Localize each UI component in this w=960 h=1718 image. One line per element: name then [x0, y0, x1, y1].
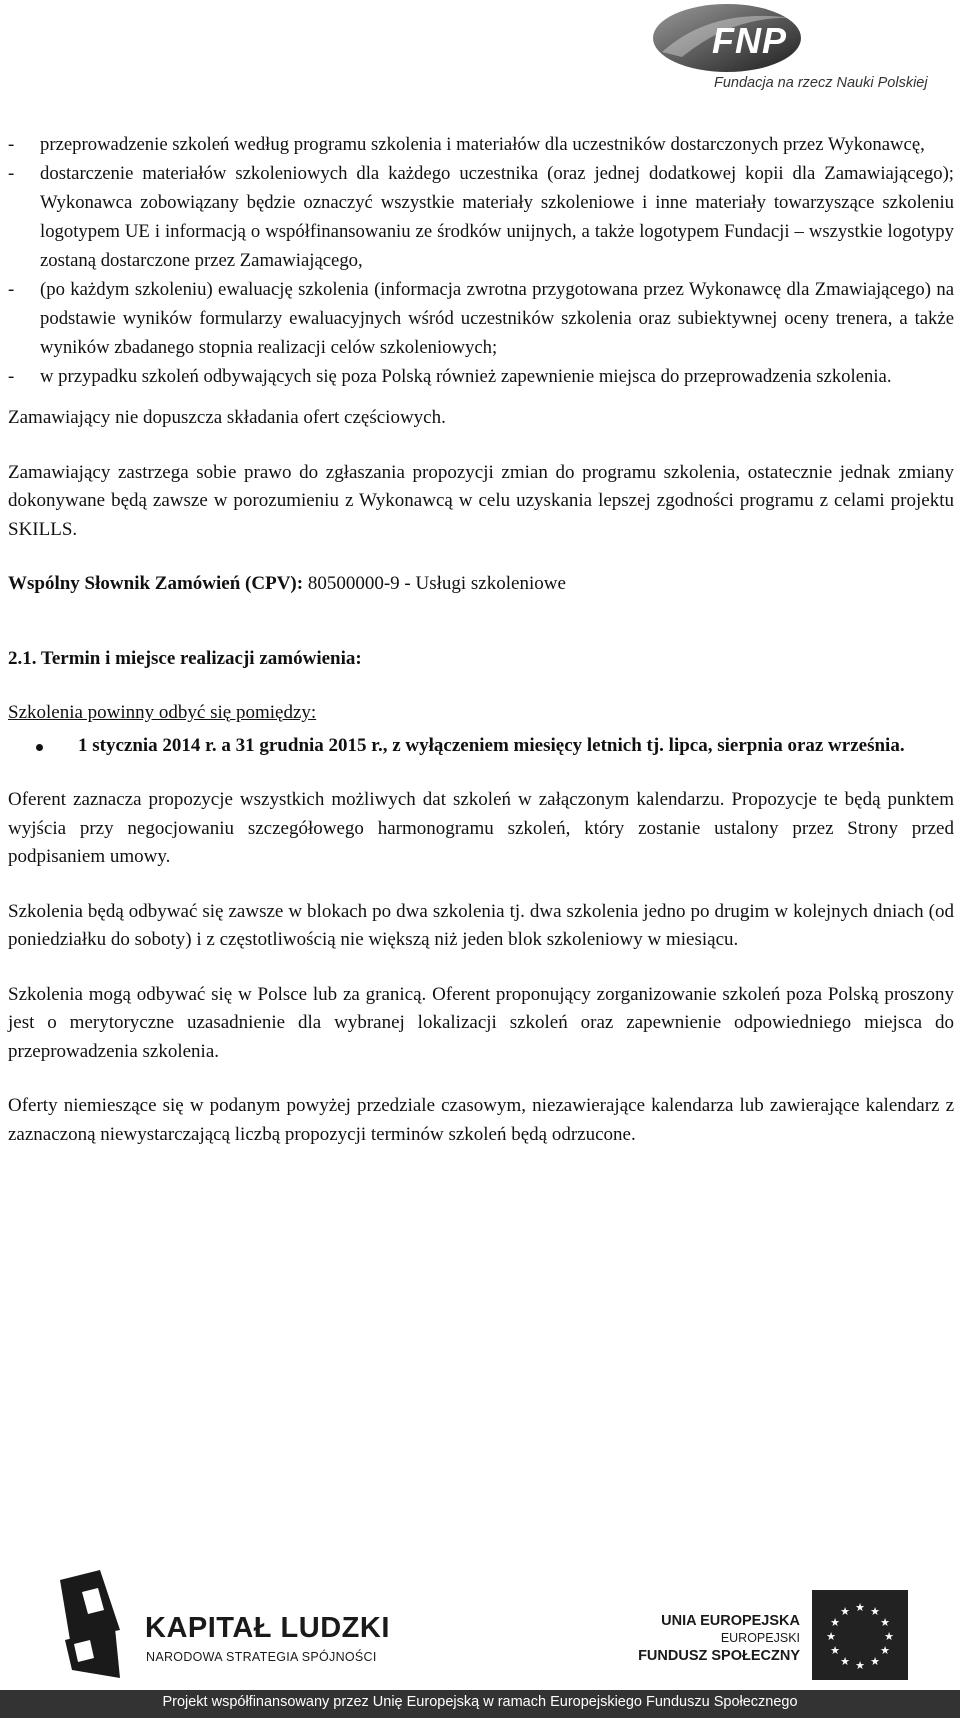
svg-text:★: ★	[880, 1616, 890, 1629]
list-item: - (po każdym szkoleniu) ewaluację szkolenia (informacja zwrotna przygotowana przez Wykonawcę dla Zmawiającego) na podstawie wyników formularzy ewaluacyjnych wśród uczestników szkolenia oraz subiektywnej oceny trenera, a także wyników zbadanego stopnia realizacji celów szkoleniowych;	[8, 275, 954, 362]
section-heading: 2.1. Termin i miejsce realizacji zamówienia:	[8, 647, 362, 669]
list-item: 1 stycznia 2014 r. a 31 grudnia 2015 r., z wyłączeniem miesięcy letnich tj. lipca, sierpnia oraz września.	[8, 732, 954, 761]
svg-text:★: ★	[840, 1655, 850, 1668]
period-intro: Szkolenia powinny odbyć się pomiędzy:	[8, 702, 317, 723]
cpv-line	[8, 570, 954, 599]
kapital-ludzki-title: KAPITAŁ LUDZKI	[145, 1612, 390, 1644]
footer	[0, 1560, 960, 1718]
kapital-ludzki-subtitle: NARODOWA STRATEGIA SPÓJNOŚCI	[146, 1650, 377, 1664]
kapital-ludzki-logo-icon	[60, 1570, 140, 1680]
period-list	[8, 732, 954, 761]
svg-text:★: ★	[830, 1644, 840, 1657]
list-item: - w przypadku szkoleń odbywających się poza Polską również zapewnienie miejsca do przeprowadzenia szkolenia.	[8, 362, 954, 391]
fnp-logo-subtitle: Fundacja na rzecz Nauki Polskiej	[714, 75, 928, 91]
eu-flag-icon	[812, 1590, 908, 1680]
partial-offers-paragraph: Zamawiający nie dopuszcza składania ofert częściowych.	[8, 407, 446, 428]
list-item: - dostarczenie materiałów szkoleniowych dla każdego uczestnika (oraz jednej dodatkowej kopii dla Zamawiającego); Wykonawca zobowiązany będzie oznaczyć wszystkie materiały szkoleniowe i inne materiały towarzyszące szkoleniu logotypem UE i informacją o współfinansowaniu ze środków unijnych, a także logotypem Fundacji – wszystkie logotypy zostaną dostarczone przez Zamawiającego,	[8, 159, 954, 275]
svg-text:★: ★	[884, 1630, 894, 1643]
svg-text:★: ★	[870, 1655, 880, 1668]
eu-line-2: EUROPEJSKI	[720, 1631, 800, 1645]
svg-text:★: ★	[880, 1644, 890, 1657]
cofinancing-note: Projekt współfinansowany przez Unię Europejską w ramach Europejskiego Funduszu Społecznego	[162, 1694, 798, 1710]
footer-bar	[0, 1690, 960, 1718]
eu-line-1: UNIA EUROPEJSKA	[661, 1613, 800, 1629]
rejection-paragraph: Oferty niemieszące się w podanym powyżej przedziale czasowym, niezawierające kalendarza lub zawierające kalendarz z zaznaczoną niewystarczającą liczbą propozycji terminów szkoleń będą odrzucone.	[8, 1095, 954, 1145]
fnp-logo	[652, 2, 952, 94]
dash-marker: -	[8, 366, 15, 387]
fnp-logo-text: FNP	[712, 20, 787, 61]
eu-text	[638, 1612, 800, 1665]
cpv-label: Wspólny Słownik Zamówień (CPV):	[8, 573, 304, 594]
svg-text:★: ★	[855, 1601, 865, 1614]
svg-text:★: ★	[855, 1659, 865, 1672]
program-changes-paragraph: Zamawiający zastrzega sobie prawo do zgłaszania propozycji zmian do programu szkolenia, ostatecznie jednak zmiany dokonywane będą zawsze w porozumieniu z Wykonawcą w celu uzyskania lepszej zgodności programu z celami projektu SKILLS.	[8, 461, 954, 540]
svg-text:★: ★	[830, 1616, 840, 1629]
bullet-icon	[36, 744, 43, 751]
svg-text:★: ★	[826, 1630, 836, 1643]
svg-text:★: ★	[870, 1605, 880, 1618]
svg-text:★: ★	[840, 1605, 850, 1618]
dash-marker: -	[8, 279, 15, 300]
scope-list	[8, 130, 954, 391]
dash-marker: -	[8, 163, 15, 184]
dash-marker: -	[8, 134, 15, 155]
document-body	[8, 130, 954, 1149]
blocks-paragraph: Szkolenia będą odbywać się zawsze w blokach po dwa szkolenia tj. dwa szkolenia jedno po drugim w kolejnych dniach (od poniedziałku do soboty) i z częstotliwością nie większą niż jeden blok szkoleniowy w miesiącu.	[8, 900, 954, 950]
list-item: - przeprowadzenie szkoleń według programu szkolenia i materiałów dla uczestników dostarczonych przez Wykonawcę,	[8, 130, 954, 159]
eu-line-3: FUNDUSZ SPOŁECZNY	[638, 1648, 800, 1664]
cpv-value: 80500000-9 - Usługi szkoleniowe	[303, 573, 566, 594]
offer-paragraph: Oferent zaznacza propozycje wszystkich możliwych dat szkoleń w załączonym kalendarzu. Propozycje te będą punktem wyjścia przy negocjowaniu szczegółowego harmonogramu szkoleń, który zostanie ustalony przez Strony przed podpisaniem umowy.	[8, 789, 954, 867]
location-paragraph: Szkolenia mogą odbywać się w Polsce lub za granicą. Oferent proponujący zorganizowanie szkoleń poza Polską proszony jest o merytoryczne uzasadnienie dla wybranej lokalizacji szkoleń oraz zapewnienie odpowiedniego miejsca do przeprowadzenia szkolenia.	[8, 983, 954, 1062]
